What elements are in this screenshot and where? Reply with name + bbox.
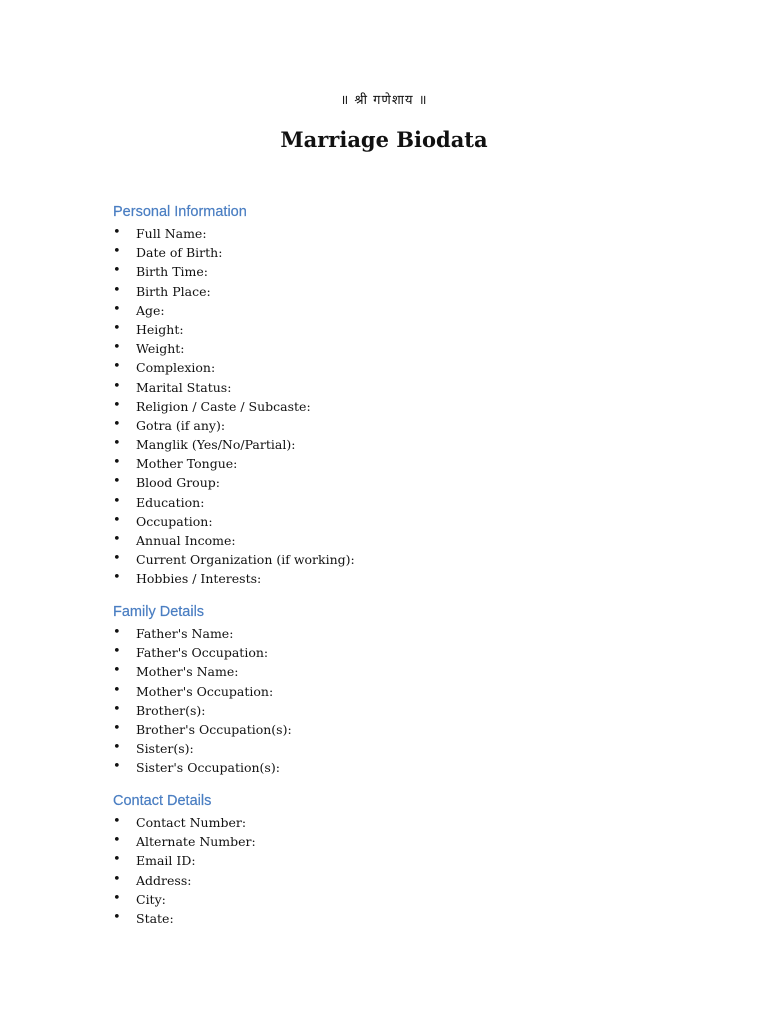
list-item [113, 832, 673, 851]
bullet-icon: • [113, 532, 121, 547]
field-list [113, 813, 673, 928]
field-label: Full Name: [136, 226, 207, 241]
bullet-icon: • [113, 625, 121, 640]
field-list [113, 224, 673, 589]
list-item [113, 473, 673, 492]
bullet-icon: • [113, 320, 121, 336]
section-heading: Personal Information [113, 204, 247, 220]
list-item [113, 569, 673, 588]
section-heading: Contact Details [113, 793, 212, 809]
section-family-details [113, 602, 673, 778]
bullet-icon: • [113, 436, 121, 452]
field-label: Occupation: [136, 513, 213, 529]
field-label: State: [136, 910, 174, 926]
bullet-icon: • [113, 512, 121, 528]
list-item [113, 643, 673, 662]
bullet-icon: • [113, 890, 121, 906]
bullet-icon: • [113, 759, 121, 775]
list-item [113, 339, 673, 358]
bullet-icon: • [113, 570, 121, 586]
bullet-icon: • [113, 852, 121, 868]
list-item [113, 243, 673, 262]
bullet-icon: • [113, 263, 121, 279]
list-item [113, 813, 673, 832]
bullet-icon: • [113, 340, 121, 356]
section-personal-information [113, 202, 673, 589]
field-label: Marital Status: [136, 379, 232, 395]
field-label: Complexion: [136, 360, 216, 376]
list-item [113, 531, 673, 550]
field-label: Alternate Number: [136, 834, 256, 850]
list-item [113, 624, 673, 643]
field-label: Education: [136, 494, 205, 510]
bullet-icon: • [113, 720, 121, 736]
bullet-icon: • [113, 682, 121, 698]
list-item [113, 493, 673, 512]
list-item [113, 301, 673, 320]
bullet-icon: • [113, 644, 121, 660]
bullet-icon: • [113, 814, 121, 829]
list-item [113, 739, 673, 758]
field-label: Manglik (Yes/No/Partial): [136, 437, 296, 453]
document-title: Marriage Biodata [280, 127, 488, 152]
list-item [113, 416, 673, 435]
field-label: Age: [136, 302, 165, 318]
list-item [113, 701, 673, 720]
list-item [113, 909, 673, 928]
list-item [113, 282, 673, 301]
field-label: Date of Birth: [136, 245, 223, 261]
bullet-icon: • [113, 701, 121, 717]
bullet-icon: • [113, 493, 121, 509]
field-label: Hobbies / Interests: [136, 571, 262, 587]
bullet-icon: • [113, 833, 121, 849]
list-item [113, 550, 673, 569]
field-label: Mother Tongue: [136, 456, 238, 472]
bullet-icon: • [113, 663, 121, 679]
list-item [113, 512, 673, 531]
field-label: Father's Name: [136, 626, 234, 641]
list-item [113, 662, 673, 681]
bullet-icon: • [113, 551, 121, 567]
bullet-icon: • [113, 740, 121, 756]
bullet-icon: • [113, 871, 121, 887]
field-label: Height: [136, 321, 184, 337]
bullet-icon: • [113, 474, 121, 490]
field-label: City: [136, 891, 166, 907]
bullet-icon: • [113, 225, 121, 240]
field-label: Weight: [136, 341, 185, 357]
field-label: Mother's Occupation: [136, 683, 274, 699]
field-label: Birth Time: [136, 264, 209, 280]
bullet-icon: • [113, 416, 121, 432]
bullet-icon: • [113, 359, 121, 375]
bullet-icon: • [113, 909, 121, 925]
field-label: Sister's Occupation(s): [136, 760, 280, 776]
list-item [113, 397, 673, 416]
list-item [113, 890, 673, 909]
field-label: Religion / Caste / Subcaste: [136, 398, 311, 414]
field-label: Birth Place: [136, 283, 211, 299]
bullet-icon: • [113, 378, 121, 394]
field-label: Gotra (if any): [136, 417, 226, 433]
field-label: Sister(s): [136, 741, 194, 757]
field-label: Address: [136, 872, 192, 888]
list-item [113, 871, 673, 890]
field-label: Annual Income: [136, 533, 236, 548]
list-item [113, 851, 673, 870]
section-heading: Family Details [113, 604, 205, 620]
list-item [113, 378, 673, 397]
field-list [113, 624, 673, 778]
field-label: Contact Number: [136, 815, 247, 830]
list-item [113, 262, 673, 281]
list-item [113, 682, 673, 701]
list-item [113, 454, 673, 473]
field-label: Current Organization (if working): [136, 552, 355, 568]
field-label: Email ID: [136, 853, 196, 869]
field-label: Blood Group: [136, 475, 220, 491]
list-item [113, 435, 673, 454]
list-item [113, 358, 673, 377]
field-label: Brother(s): [136, 702, 206, 718]
section-contact-details [113, 791, 673, 928]
bullet-icon: • [113, 397, 121, 413]
field-label: Father's Occupation: [136, 645, 269, 661]
bullet-icon: • [113, 455, 121, 471]
list-item [113, 320, 673, 339]
list-item [113, 224, 673, 243]
invocation-header: ॥ श्री गणेशाय ॥ [340, 93, 428, 108]
list-item [113, 720, 673, 739]
bullet-icon: • [113, 301, 121, 317]
bullet-icon: • [113, 282, 121, 298]
bullet-icon: • [113, 244, 121, 260]
list-item [113, 758, 673, 777]
field-label: Brother's Occupation(s): [136, 721, 292, 737]
field-label: Mother's Name: [136, 664, 239, 680]
